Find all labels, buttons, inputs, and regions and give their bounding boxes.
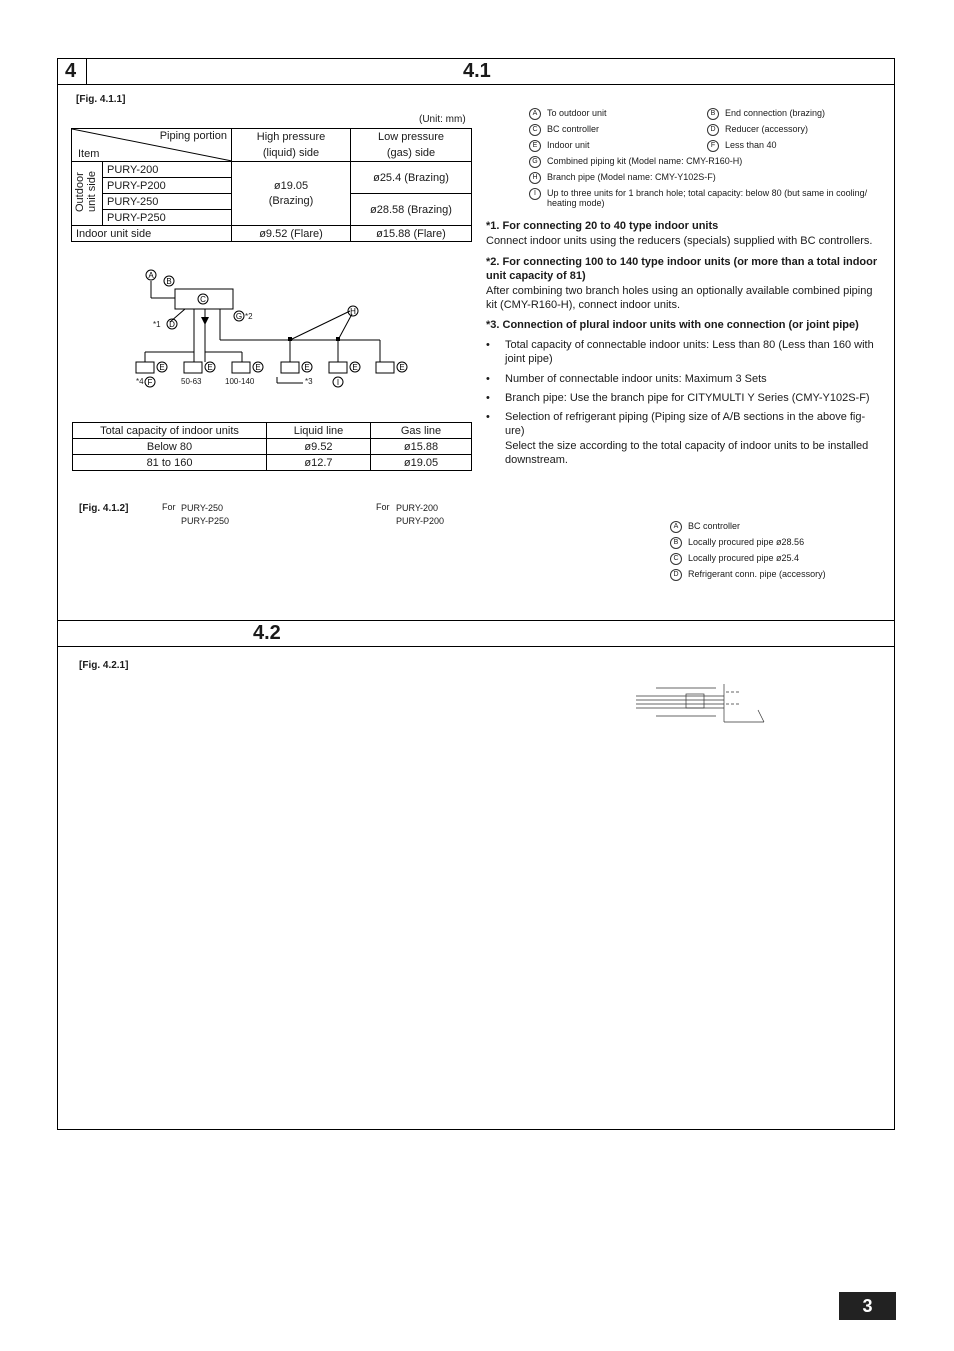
model-cell: PURY-250 <box>103 194 232 210</box>
indoor-unit-box <box>136 362 154 373</box>
cap-header: Liquid line <box>267 423 371 439</box>
header-high-line1: High pressure <box>256 131 326 143</box>
bullet-text: Selection of refrigerant piping (Piping size of A/B sections in the above fig- ure) <box>505 411 866 437</box>
legend-text: Refrigerant conn. pipe (accessory) <box>688 569 826 579</box>
indoor-unit-box <box>281 362 299 373</box>
fig412-legend-item <box>670 521 740 533</box>
svg-text:E: E <box>159 363 165 372</box>
fig-4-1-2-label: [Fig. 4.1.2] <box>79 503 129 514</box>
note-1-text: Connect indoor units using the reducers (specials) supplied with BC controllers. <box>486 235 873 247</box>
legend-item <box>707 108 825 120</box>
cap-cell: ø9.52 <box>267 439 371 455</box>
header-high-line2: (liquid) side <box>262 147 320 159</box>
fig412-right-for: For <box>376 502 390 512</box>
note-2-text: After combining two branch holes using an optionally available combined piping kit (CMY-R160-H), connect indoor units. <box>486 285 873 311</box>
header-separator <box>86 58 87 84</box>
connection-diagram <box>130 262 420 392</box>
bullet-text: Branch pipe: Use the branch pipe for CITYMULTI Y Series (CMY-Y102S-F) <box>505 392 870 404</box>
fig412-left-models <box>181 502 229 528</box>
svg-text:A: A <box>148 271 154 280</box>
fig412-right-model: PURY-P200 <box>396 516 445 526</box>
note-2-heading: *2. For connecting 100 to 140 type indoor units (or more than a total indoor unit capacity of 81) <box>486 256 878 282</box>
legend-key-icon: C <box>529 124 541 136</box>
header-low-line1: Low pressure <box>377 131 445 143</box>
svg-text:B: B <box>166 277 172 286</box>
indoor-low-cell: ø15.88 (Flare) <box>351 226 472 242</box>
svg-text:I: I <box>336 378 340 387</box>
diagram-label-50-63: 50-63 <box>181 377 202 386</box>
section-title-4-2: 4.2 <box>253 622 281 644</box>
section-4-2-top-line <box>57 620 895 621</box>
indoor-high-cell: ø9.52 (Flare) <box>232 226 351 242</box>
cap-cell: ø19.05 <box>371 455 472 471</box>
fig-4-1-1-label: [Fig. 4.1.1] <box>76 94 126 105</box>
group-label: Outdoor unit side <box>74 171 98 213</box>
model-cell: PURY-P250 <box>103 210 232 226</box>
indoor-label-cell: Indoor unit side <box>72 226 232 242</box>
reducer-triangle-icon <box>201 317 209 325</box>
bullet-dot: • <box>486 411 490 423</box>
bullet-text: Number of connectable indoor units: Maximum 3 Sets <box>505 373 767 385</box>
legend-key-icon: D <box>707 124 719 136</box>
legend-text: Locally procured pipe ø28.56 <box>688 537 805 547</box>
legend-key-icon: D <box>670 569 682 581</box>
section-4-2-bottom-line <box>57 646 895 647</box>
legend-key-icon: H <box>529 172 541 184</box>
indoor-unit-box <box>184 362 202 373</box>
diagram-label-star2: *2 <box>245 312 253 321</box>
diagram-label-star4: *4 <box>136 377 144 386</box>
fig412-legend-item <box>670 569 826 581</box>
legend-item <box>707 140 777 152</box>
svg-text:E: E <box>255 363 261 372</box>
legend-key-icon: I <box>529 188 541 200</box>
header-diag-cell <box>72 129 232 162</box>
fig412-right-model: PURY-200 <box>396 503 439 513</box>
bullet-text: Total capacity of connectable indoor units: Less than 80 (Less than 160 with joint pipe) <box>505 339 874 365</box>
high-outdoor-line1: ø19.05 <box>273 179 309 192</box>
group-cell <box>72 162 103 226</box>
svg-text:E: E <box>304 363 310 372</box>
fig421-sketch <box>636 682 768 724</box>
indoor-unit-box <box>232 362 250 373</box>
legend-item <box>529 172 716 184</box>
capacity-table <box>72 422 472 471</box>
svg-text:E: E <box>352 363 358 372</box>
model-cell: PURY-P200 <box>103 178 232 194</box>
fig412-legend-item <box>670 553 799 565</box>
legend-item <box>529 140 590 152</box>
bullet-dot: • <box>486 339 490 351</box>
svg-text:E: E <box>399 363 405 372</box>
svg-text:D: D <box>169 320 175 329</box>
note-3-heading: *3. Connection of plural indoor units with one connection (or joint pipe) <box>486 319 859 331</box>
cap-header: Gas line <box>371 423 472 439</box>
legend-text: Locally procured pipe ø25.4 <box>688 553 800 563</box>
legend-key-icon: A <box>529 108 541 120</box>
diagram-label-100-140: 100-140 <box>225 377 255 386</box>
header-high <box>232 129 351 162</box>
legend-text: Reducer (accessory) <box>725 124 809 134</box>
legend-text: BC controller <box>688 521 741 531</box>
fig412-left-model: PURY-P250 <box>181 516 230 526</box>
fig412-legend-item <box>670 537 804 549</box>
svg-text:H: H <box>350 307 356 316</box>
indoor-unit-box <box>329 362 347 373</box>
legend-item <box>529 156 742 168</box>
cap-cell: Below 80 <box>73 439 267 455</box>
bullet-dot: • <box>486 373 490 385</box>
legend-key-icon: E <box>529 140 541 152</box>
svg-text:F: F <box>147 378 153 387</box>
legend-text: Combined piping kit (Model name: CMY-R160-H) <box>547 156 743 166</box>
legend-text: End connection (brazing) <box>725 108 826 118</box>
legend-item <box>529 188 881 208</box>
legend-item <box>529 108 607 120</box>
note-1-heading: *1. For connecting 20 to 40 type indoor units <box>486 220 719 232</box>
svg-text:G: G <box>235 312 243 321</box>
high-outdoor-cell <box>232 162 351 226</box>
fig412-left-for: For <box>162 502 176 512</box>
unit-label: (Unit: mm) <box>419 114 466 125</box>
low-200-cell: ø25.4 (Brazing) <box>351 162 472 194</box>
svg-text:C: C <box>200 295 206 304</box>
section-number: 4 <box>65 60 77 82</box>
high-outdoor-line2: (Brazing) <box>268 194 314 207</box>
section-title-4-1: 4.1 <box>463 60 491 82</box>
cap-cell: 81 to 160 <box>73 455 267 471</box>
legend-item <box>707 124 808 136</box>
header-low <box>351 129 472 162</box>
fig412-left-model: PURY-250 <box>181 503 224 513</box>
legend-key-icon: C <box>670 553 682 565</box>
legend-text: Branch pipe (Model name: CMY-Y102S-F) <box>547 172 716 182</box>
fig412-right-models <box>396 502 444 528</box>
legend-key-icon: F <box>707 140 719 152</box>
legend-key-icon: A <box>670 521 682 533</box>
header-piping-portion: Piping portion <box>159 130 227 142</box>
legend-text: BC controller <box>547 124 600 134</box>
page-number: 3 <box>839 1292 896 1320</box>
header-low-line2: (gas) side <box>386 147 436 159</box>
cap-header: Total capacity of indoor units <box>73 423 267 439</box>
svg-text:E: E <box>207 363 213 372</box>
model-cell: PURY-200 <box>103 162 232 178</box>
piping-table <box>71 128 472 242</box>
low-250-cell: ø28.58 (Brazing) <box>351 194 472 226</box>
header-item: Item <box>78 148 100 160</box>
indoor-unit-box <box>376 362 394 373</box>
legend-text: Up to three units for 1 branch hole; total capacity: below 80 (but same in cooling/ heating mode) <box>547 188 868 208</box>
bullet-extra-text: Select the size according to the total capacity of indoor units to be installed downstream. <box>505 440 869 466</box>
bullet-dot: • <box>486 392 490 404</box>
legend-key-icon: B <box>707 108 719 120</box>
cap-cell: ø15.88 <box>371 439 472 455</box>
diagram-label-star3: *3 <box>305 377 313 386</box>
legend-text: To outdoor unit <box>547 108 607 118</box>
legend-text: Less than 40 <box>725 140 777 150</box>
header-divider <box>57 84 895 85</box>
fig-4-2-1-label: [Fig. 4.2.1] <box>79 660 129 671</box>
legend-key-icon: G <box>529 156 541 168</box>
legend-item <box>529 124 599 136</box>
diagram-label-star1: *1 <box>153 320 161 329</box>
cap-cell: ø12.7 <box>267 455 371 471</box>
legend-key-icon: B <box>670 537 682 549</box>
legend-text: Indoor unit <box>547 140 590 150</box>
